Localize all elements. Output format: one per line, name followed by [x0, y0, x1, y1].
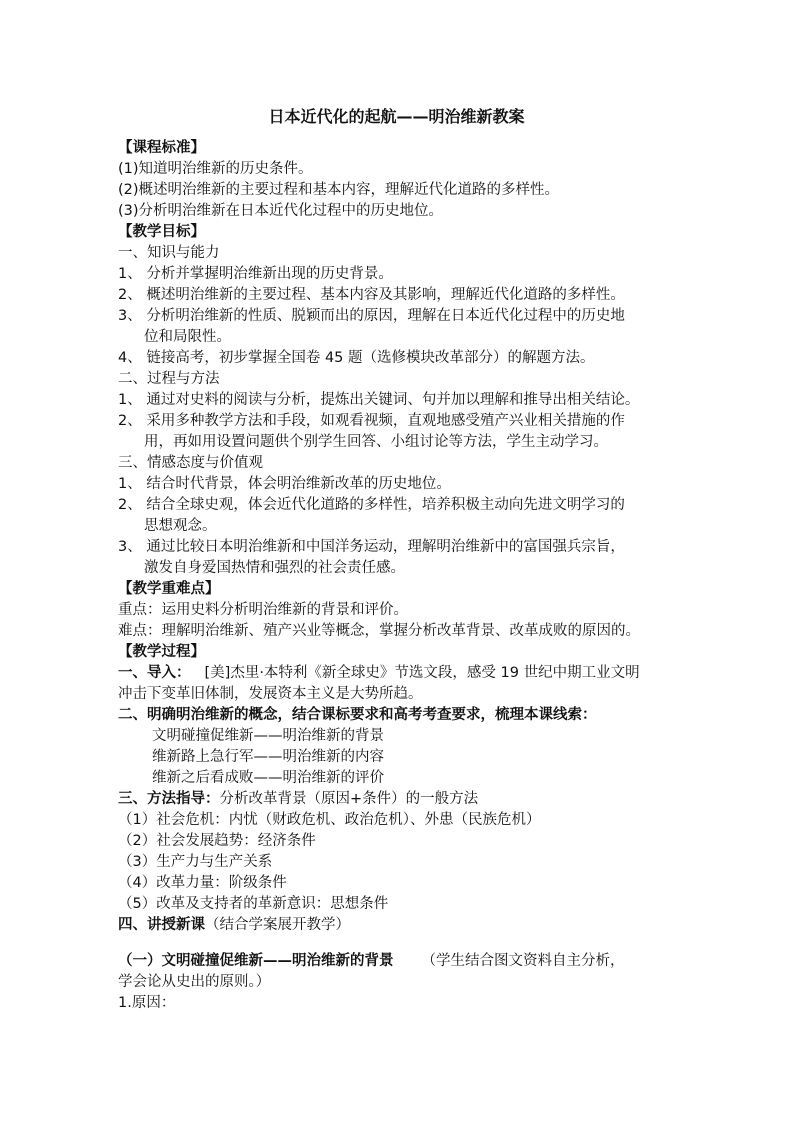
- goal-knowledge-3: 3、 分析明治维新的性质、脱颖而出的原因，理解在日本近代化过程中的历史地: [118, 308, 625, 324]
- method-label: 三、方法指导：: [118, 791, 220, 807]
- standard-item-3: (3)分析明治维新在日本近代化过程中的历史地位。: [118, 203, 444, 219]
- section-background: [118, 951, 718, 971]
- goal-emotion-3: 3、 通过比较日本明治维新和中国洋务运动，理解明治维新中的富国强兵宗旨，: [118, 539, 625, 555]
- intro-text: [美]杰里·本特利《新全球史》节选文段，感受 19 世纪中期工业文明: [204, 665, 640, 681]
- heading-teaching-goals: 【教学目标】: [118, 224, 205, 240]
- goal-section-emotion: 三、情感态度与价值观: [118, 455, 263, 471]
- method-item-3: （3）生产力与生产关系: [118, 854, 273, 870]
- goal-knowledge-4: 4、 链接高考，初步掌握全国卷 45 题（选修模块改革部分）的解题方法。: [118, 350, 595, 366]
- goal-emotion-2-cont: 思想观念。: [144, 518, 217, 534]
- method-item-5: （5）改革及支持者的革新意识：思想条件: [118, 896, 389, 912]
- heading-teaching-process: 【教学过程】: [118, 644, 205, 660]
- goal-emotion-1: 1、 结合时代背景，体会明治维新改革的历史地位。: [118, 476, 451, 492]
- key-point: 重点：运用史料分析明治维新的背景和评价。: [118, 602, 408, 618]
- clue-3: 维新之后看成败——明治维新的评价: [152, 770, 384, 786]
- method-item-2: （2）社会发展趋势：经济条件: [118, 833, 316, 849]
- goal-emotion-3-cont: 激发自身爱国热情和强烈的社会责任感。: [144, 560, 405, 576]
- process-method: [118, 789, 718, 809]
- difficult-point: 难点：理解明治维新、殖产兴业等概念，掌握分析改革背景、改革成败的原因的。: [118, 623, 640, 639]
- heading-key-points: 【教学重难点】: [118, 581, 220, 597]
- standard-item-2: (2)概述明治维新的主要过程和基本内容，理解近代化道路的多样性。: [118, 182, 560, 198]
- intro-label: 一、导入：: [118, 665, 191, 681]
- process-intro: [118, 663, 718, 683]
- section-background-title: （一）文明碰撞促维新——明治维新的背景: [118, 953, 394, 969]
- reason-label: 1.原因：: [118, 995, 176, 1011]
- goal-process-2: 2、 采用多种教学方法和手段，如观看视频，直观地感受殖产兴业相关措施的作: [118, 413, 625, 429]
- new-lesson-note: （结合学案展开教学）: [205, 917, 350, 933]
- document-title: 日本近代化的起航——明治维新教案: [268, 107, 525, 126]
- process-new-lesson: [118, 915, 718, 935]
- goal-knowledge-3-cont: 位和局限性。: [144, 329, 231, 345]
- section-background-note: （学生结合图文资料自主分析，: [421, 953, 625, 969]
- process-concept-heading: 二、明确明治维新的概念，结合课标要求和高考考查要求，梳理本课线索：: [118, 707, 597, 723]
- clue-1: 文明碰撞促维新——明治维新的背景: [152, 728, 384, 744]
- clue-2: 维新路上急行军——明治维新的内容: [152, 749, 384, 765]
- heading-course-standard: 【课程标准】: [118, 140, 205, 156]
- goal-knowledge-2: 2、 概述明治维新的主要过程、基本内容及其影响，理解近代化道路的多样性。: [118, 287, 625, 303]
- goal-section-knowledge: 一、知识与能力: [118, 245, 220, 261]
- method-item-1: （1）社会危机：内忧（财政危机、政治危机）、外患（民族危机）: [118, 812, 541, 828]
- process-intro-cont: 冲击下变革旧体制，发展资本主义是大势所趋。: [118, 686, 423, 702]
- method-item-4: （4）改革力量：阶级条件: [118, 875, 287, 891]
- goal-knowledge-1: 1、 分析并掌握明治维新出现的历史背景。: [118, 266, 393, 282]
- section-background-note-cont: 学会论从史出的原则。）: [118, 974, 271, 990]
- new-lesson-label: 四、讲授新课: [118, 917, 205, 933]
- method-text: 分析改革背景（原因+条件）的一般方法: [219, 791, 479, 807]
- goal-section-process: 二、过程与方法: [118, 371, 220, 387]
- goal-emotion-2: 2、 结合全球史观，体会近代化道路的多样性，培养积极主动向先进文明学习的: [118, 497, 625, 513]
- goal-process-2-cont: 用，再如用设置问题供个别学生回答、小组讨论等方法，学生主动学习。: [144, 434, 608, 450]
- standard-item-1: (1)知道明治维新的历史条件。: [118, 161, 313, 177]
- goal-process-1: 1、 通过对史料的阅读与分析，提炼出关键词、句并加以理解和推导出相关结论。: [118, 392, 640, 408]
